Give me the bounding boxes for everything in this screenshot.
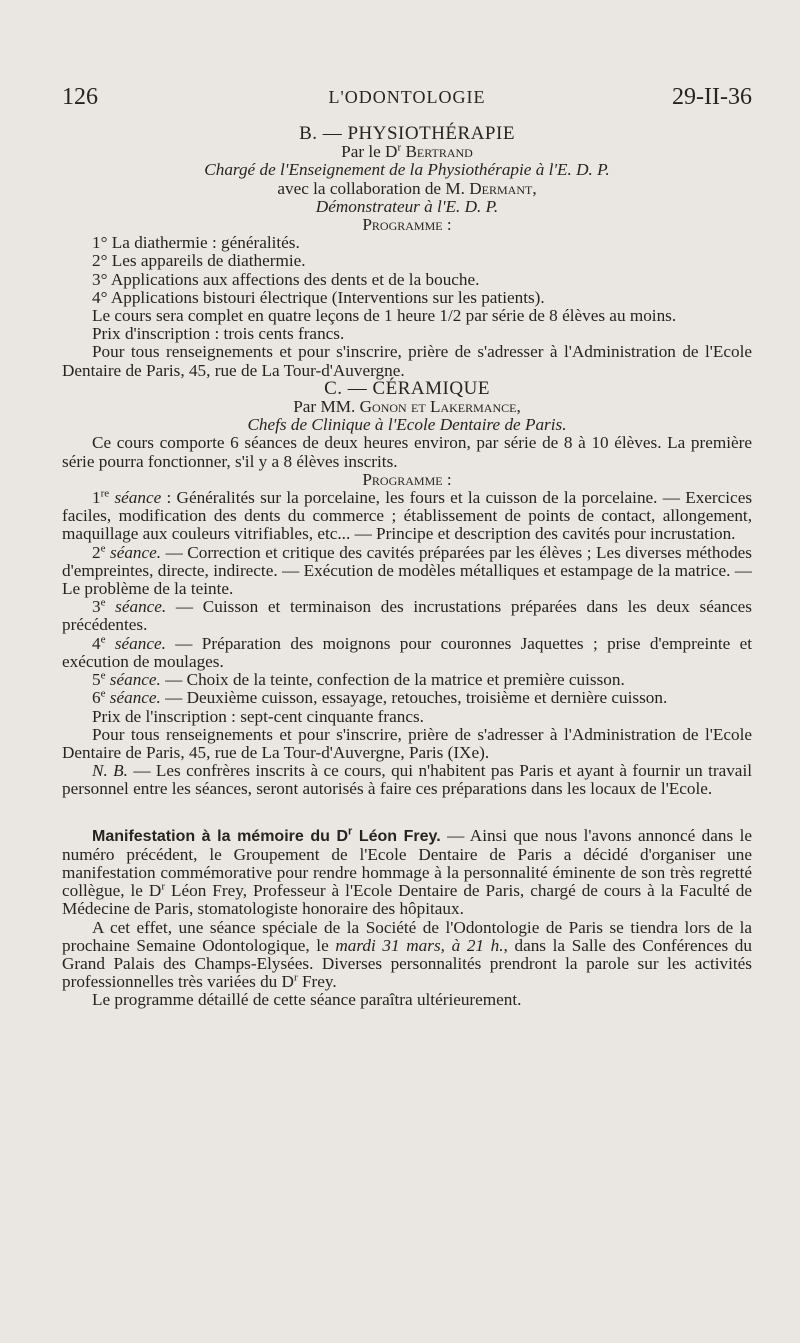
byline-name: Bertrand	[405, 142, 473, 162]
session-text: — Deuxième cuisson, essayage, retouches, troisième et dernière cuisson.	[160, 688, 668, 708]
session-sup: e	[100, 596, 106, 609]
section-c-intro: Ce cours comporte 6 séances de deux heures environ, par série de 8 à 10 élèves. La première série pourra fonctionner, s'il y a 8 élèves inscrits.	[62, 433, 752, 471]
page-number: 126	[62, 84, 98, 110]
session-label: séance.	[115, 597, 167, 617]
nb-text: — Les confrères inscrits à ce cours, qui n'habitent pas Paris et ayant à fournir un travail personnel entre les séances, seront autorisés à faire ces préparations dans les locaux de l'Ecole.	[62, 761, 752, 799]
article-body	[62, 125, 752, 1010]
programme-item: 2° Les appareils de diathermie.	[92, 251, 306, 271]
session-label: séance.	[109, 670, 161, 690]
section-b-programme-label: Programme :	[362, 215, 452, 235]
section-b-byline	[62, 143, 752, 161]
section-c-price: Prix de l'inscription : sept-cent cinquante francs.	[92, 706, 424, 726]
session-text: : Généralités sur la porcelaine, les fours et la cuisson de la porcelaine. — Exercices faciles, modification des dents du commerce ; établissement de points de contact, allongement, maquillage aux couleurs vitrifiables, etc... — Principe et description des cavités pour incrustation.	[62, 488, 753, 544]
nb-label: N. B.	[92, 761, 128, 781]
session-num: 2	[92, 542, 101, 562]
title-a: Manifestation à la mémoire du D	[92, 827, 349, 845]
session-paragraph	[62, 489, 752, 544]
session-paragraph	[62, 671, 752, 689]
p2-sup: r	[293, 971, 298, 984]
session-text: — Choix de la teinte, confection de la matrice et première cuisson.	[160, 670, 625, 690]
section-c-role: Chefs de Clinique à l'Ecole Dentaire de Paris.	[247, 415, 567, 435]
session-paragraph	[62, 541, 752, 599]
session-label: séance	[114, 488, 162, 508]
section-b-complete: Le cours sera complet en quatre leçons de 1 heure 1/2 par série de 8 élèves au moins.	[92, 306, 677, 326]
running-head	[62, 80, 752, 114]
collab-text: avec la collaboration de M.	[277, 178, 465, 198]
session-label: séance.	[109, 688, 161, 708]
programme-item: 3° Applications aux affections des dents et de la bouche.	[92, 269, 480, 289]
session-sup: re	[100, 487, 110, 500]
title-b: Léon Frey.	[352, 827, 441, 845]
session-sup: e	[100, 687, 106, 700]
session-num: 1	[92, 488, 101, 508]
manifestation-paragraph-3: Le programme détaillé de cette séance paraîtra ultérieurement.	[92, 990, 522, 1010]
session-paragraph	[62, 598, 752, 634]
p2-b: , dans la Salle des Conférences du Grand Palais des Champs-Elysées. Diverses personnalités prendront la parole sur les activités professionnelles très variées du D	[62, 935, 752, 992]
session-num: 4	[92, 633, 101, 653]
programme-item: 4° Applications bistouri électrique (Interventions sur les patients).	[92, 287, 545, 307]
p1-b: Léon Frey, Professeur à l'Ecole Dentaire de Paris, chargé de cours à la Faculté de Médecine de Paris, stomatologiste honoraire des hôpitaux.	[62, 881, 752, 919]
journal-title: L'ODONTOLOGIE	[328, 87, 486, 107]
section-b-heading: B. — PHYSIOTHÉRAPIE	[299, 123, 515, 144]
session-sup: e	[100, 541, 106, 554]
session-label: séance.	[110, 542, 162, 562]
section-gap	[62, 799, 752, 827]
section-b-collab	[62, 180, 752, 198]
session-text: — Préparation des moignons pour couronnes Jaquettes ; prise d'empreinte et exécution de moulages.	[62, 633, 753, 671]
p2-a: A cet effet, une séance spéciale de la Société de l'Odontologie de Paris se tiendra lors de la prochaine Semaine Odontologique, le	[62, 917, 752, 955]
byline-names: Gonon et Lakermance,	[359, 397, 521, 417]
session-text: — Correction et critique des cavités préparées par les élèves ; Les diverses méthodes d'empreintes, directe, indirecte. — Exécution de modèles métalliques et estampage de la matrice. — Le problème de la teinte.	[62, 542, 752, 599]
section-c-byline	[62, 398, 752, 416]
collab-name: Dermant,	[469, 178, 537, 198]
session-num: 3	[92, 597, 101, 617]
section-b-contact: Pour tous renseignements et pour s'inscrire, prière de s'adresser à l'Administration de l'Ecole Dentaire de Paris, 45, rue de La Tour-d'Auvergne.	[62, 342, 752, 380]
section-c-programme-label: Programme :	[362, 469, 452, 489]
session-sup: e	[100, 632, 106, 645]
issue-date: 29-II-36	[672, 84, 752, 110]
section-c-contact: Pour tous renseignements et pour s'inscrire, prière de s'adresser à l'Administration de l'Ecole Dentaire de Paris, 45, rue de La Tour-d'Auvergne, Paris (IXe).	[62, 724, 752, 762]
p2-date: mardi 31 mars, à 21 h.	[335, 935, 504, 955]
section-c-heading: C. — CÉRAMIQUE	[324, 377, 490, 399]
manifestation-paragraph	[62, 827, 752, 919]
session-label: séance.	[114, 633, 166, 653]
section-c-nb	[62, 762, 752, 798]
byline-prefix: Par le D	[341, 142, 398, 162]
manifestation-title	[92, 825, 441, 845]
session-num: 6	[92, 688, 101, 708]
session-paragraph	[62, 689, 752, 707]
section-b-price: Prix d'inscription : trois cents francs.	[92, 324, 345, 344]
session-sup: e	[100, 669, 106, 682]
section-b-role: Chargé de l'Enseignement de la Physiothérapie à l'E. D. P.	[204, 160, 610, 180]
p2-c: Frey.	[297, 972, 337, 992]
p1-a: — Ainsi que nous l'avons annoncé dans le numéro précédent, le Groupement de l'Ecole Dentaire de Paris a décidé d'organiser une manifestation commémorative pour rendre hommage à la personnalité éminente de son très regretté collègue, le D	[62, 825, 752, 901]
byline-prefix: Par MM.	[293, 397, 356, 417]
session-paragraph	[62, 632, 753, 671]
manifestation-paragraph-2	[62, 919, 752, 992]
session-num: 5	[92, 670, 101, 690]
section-b-collab-role: Démonstrateur à l'E. D. P.	[315, 196, 499, 216]
p1-sup: r	[161, 880, 165, 893]
byline-sup: r	[397, 141, 402, 154]
programme-item: 1° La diathermie : généralités.	[92, 233, 300, 253]
session-text: — Cuisson et terminaison des incrustations préparées dans les deux séances précédentes.	[62, 597, 752, 635]
title-sup: r	[348, 825, 353, 838]
